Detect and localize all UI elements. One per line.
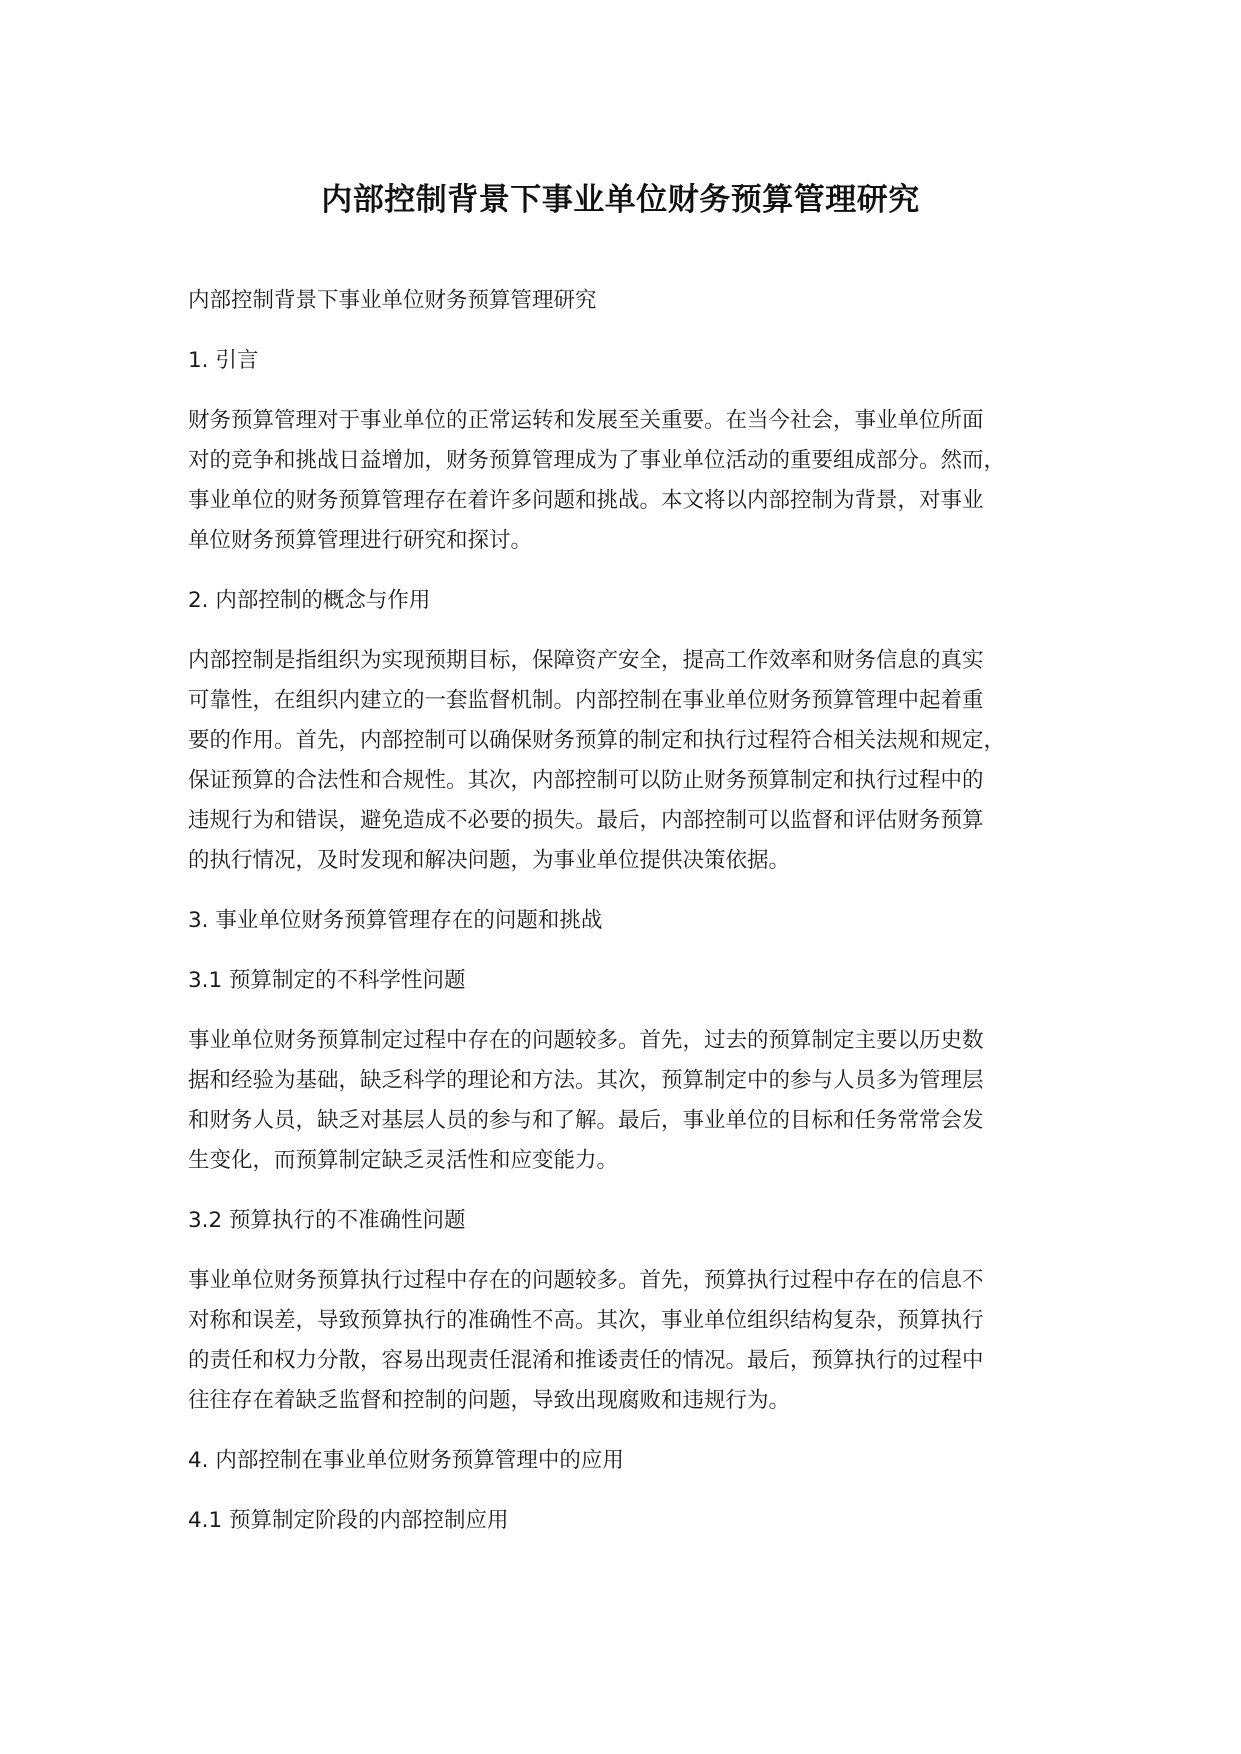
paragraph-line: 要的作用。首先，内部控制可以确保财务预算的制定和执行过程符合相关法规和规定， (188, 728, 1006, 753)
paragraph-line: 事业单位财务预算执行过程中存在的问题较多。首先，预算执行过程中存在的信息不 (188, 1268, 984, 1293)
paragraph-line: 据和经验为基础，缺乏科学的理论和方法。其次，预算制定中的参与人员多为管理层 (188, 1068, 984, 1093)
paragraph-line: 的责任和权力分散，容易出现责任混淆和推诿责任的情况。最后，预算执行的过程中 (188, 1348, 984, 1373)
paragraph-line: 事业单位财务预算制定过程中存在的问题较多。首先，过去的预算制定主要以历史数 (188, 1028, 984, 1053)
paragraph-line: 内部控制是指组织为实现预期目标，保障资产安全，提高工作效率和财务信息的真实 (188, 648, 984, 673)
paragraph-line: 生变化，而预算制定缺乏灵活性和应变能力。 (188, 1148, 619, 1173)
section-heading-problems: 3. 事业单位财务预算管理存在的问题和挑战 (188, 908, 603, 933)
paragraph-line: 可靠性，在组织内建立的一套监督机制。内部控制在事业单位财务预算管理中起着重 (188, 688, 984, 713)
paragraph-line: 和财务人员，缺乏对基层人员的参与和了解。最后，事业单位的目标和任务常常会发 (188, 1108, 984, 1133)
document-title: 内部控制背景下事业单位财务预算管理研究 (321, 182, 920, 218)
section-heading-concept: 2. 内部控制的概念与作用 (188, 588, 431, 613)
paragraph-line: 对称和误差，导致预算执行的准确性不高。其次，事业单位组织结构复杂，预算执行 (188, 1308, 984, 1333)
document-body (188, 281, 1068, 1541)
subsection-heading-3-2: 3.2 预算执行的不准确性问题 (188, 1208, 466, 1233)
paragraph-concept (188, 641, 1068, 881)
section-heading-intro: 1. 引言 (188, 348, 259, 373)
paragraph-3-2 (188, 1261, 1068, 1421)
subsection-heading-3-1: 3.1 预算制定的不科学性问题 (188, 968, 466, 993)
paragraph-intro (188, 401, 1068, 561)
paragraph-line: 违规行为和错误，避免造成不必要的损失。最后，内部控制可以监督和评估财务预算 (188, 808, 984, 833)
paragraph-line: 财务预算管理对于事业单位的正常运转和发展至关重要。在当今社会，事业单位所面 (188, 408, 984, 433)
paragraph-line: 往往存在着缺乏监督和控制的问题，导致出现腐败和违规行为。 (188, 1388, 791, 1413)
subsection-heading-4-1: 4.1 预算制定阶段的内部控制应用 (188, 1508, 509, 1533)
paragraph-line: 单位财务预算管理进行研究和探讨。 (188, 528, 533, 553)
paragraph-line: 事业单位的财务预算管理存在着许多问题和挑战。本文将以内部控制为背景，对事业 (188, 488, 984, 513)
paragraph-3-1 (188, 1021, 1068, 1181)
paragraph-line: 保证预算的合法性和合规性。其次，内部控制可以防止财务预算制定和执行过程中的 (188, 768, 984, 793)
section-heading-application: 4. 内部控制在事业单位财务预算管理中的应用 (188, 1448, 624, 1473)
paragraph-line: 的执行情况，及时发现和解决问题，为事业单位提供决策依据。 (188, 848, 791, 873)
paragraph-line: 对的竞争和挑战日益增加，财务预算管理成为了事业单位活动的重要组成部分。然而， (188, 448, 1006, 473)
document-subtitle: 内部控制背景下事业单位财务预算管理研究 (188, 288, 597, 313)
